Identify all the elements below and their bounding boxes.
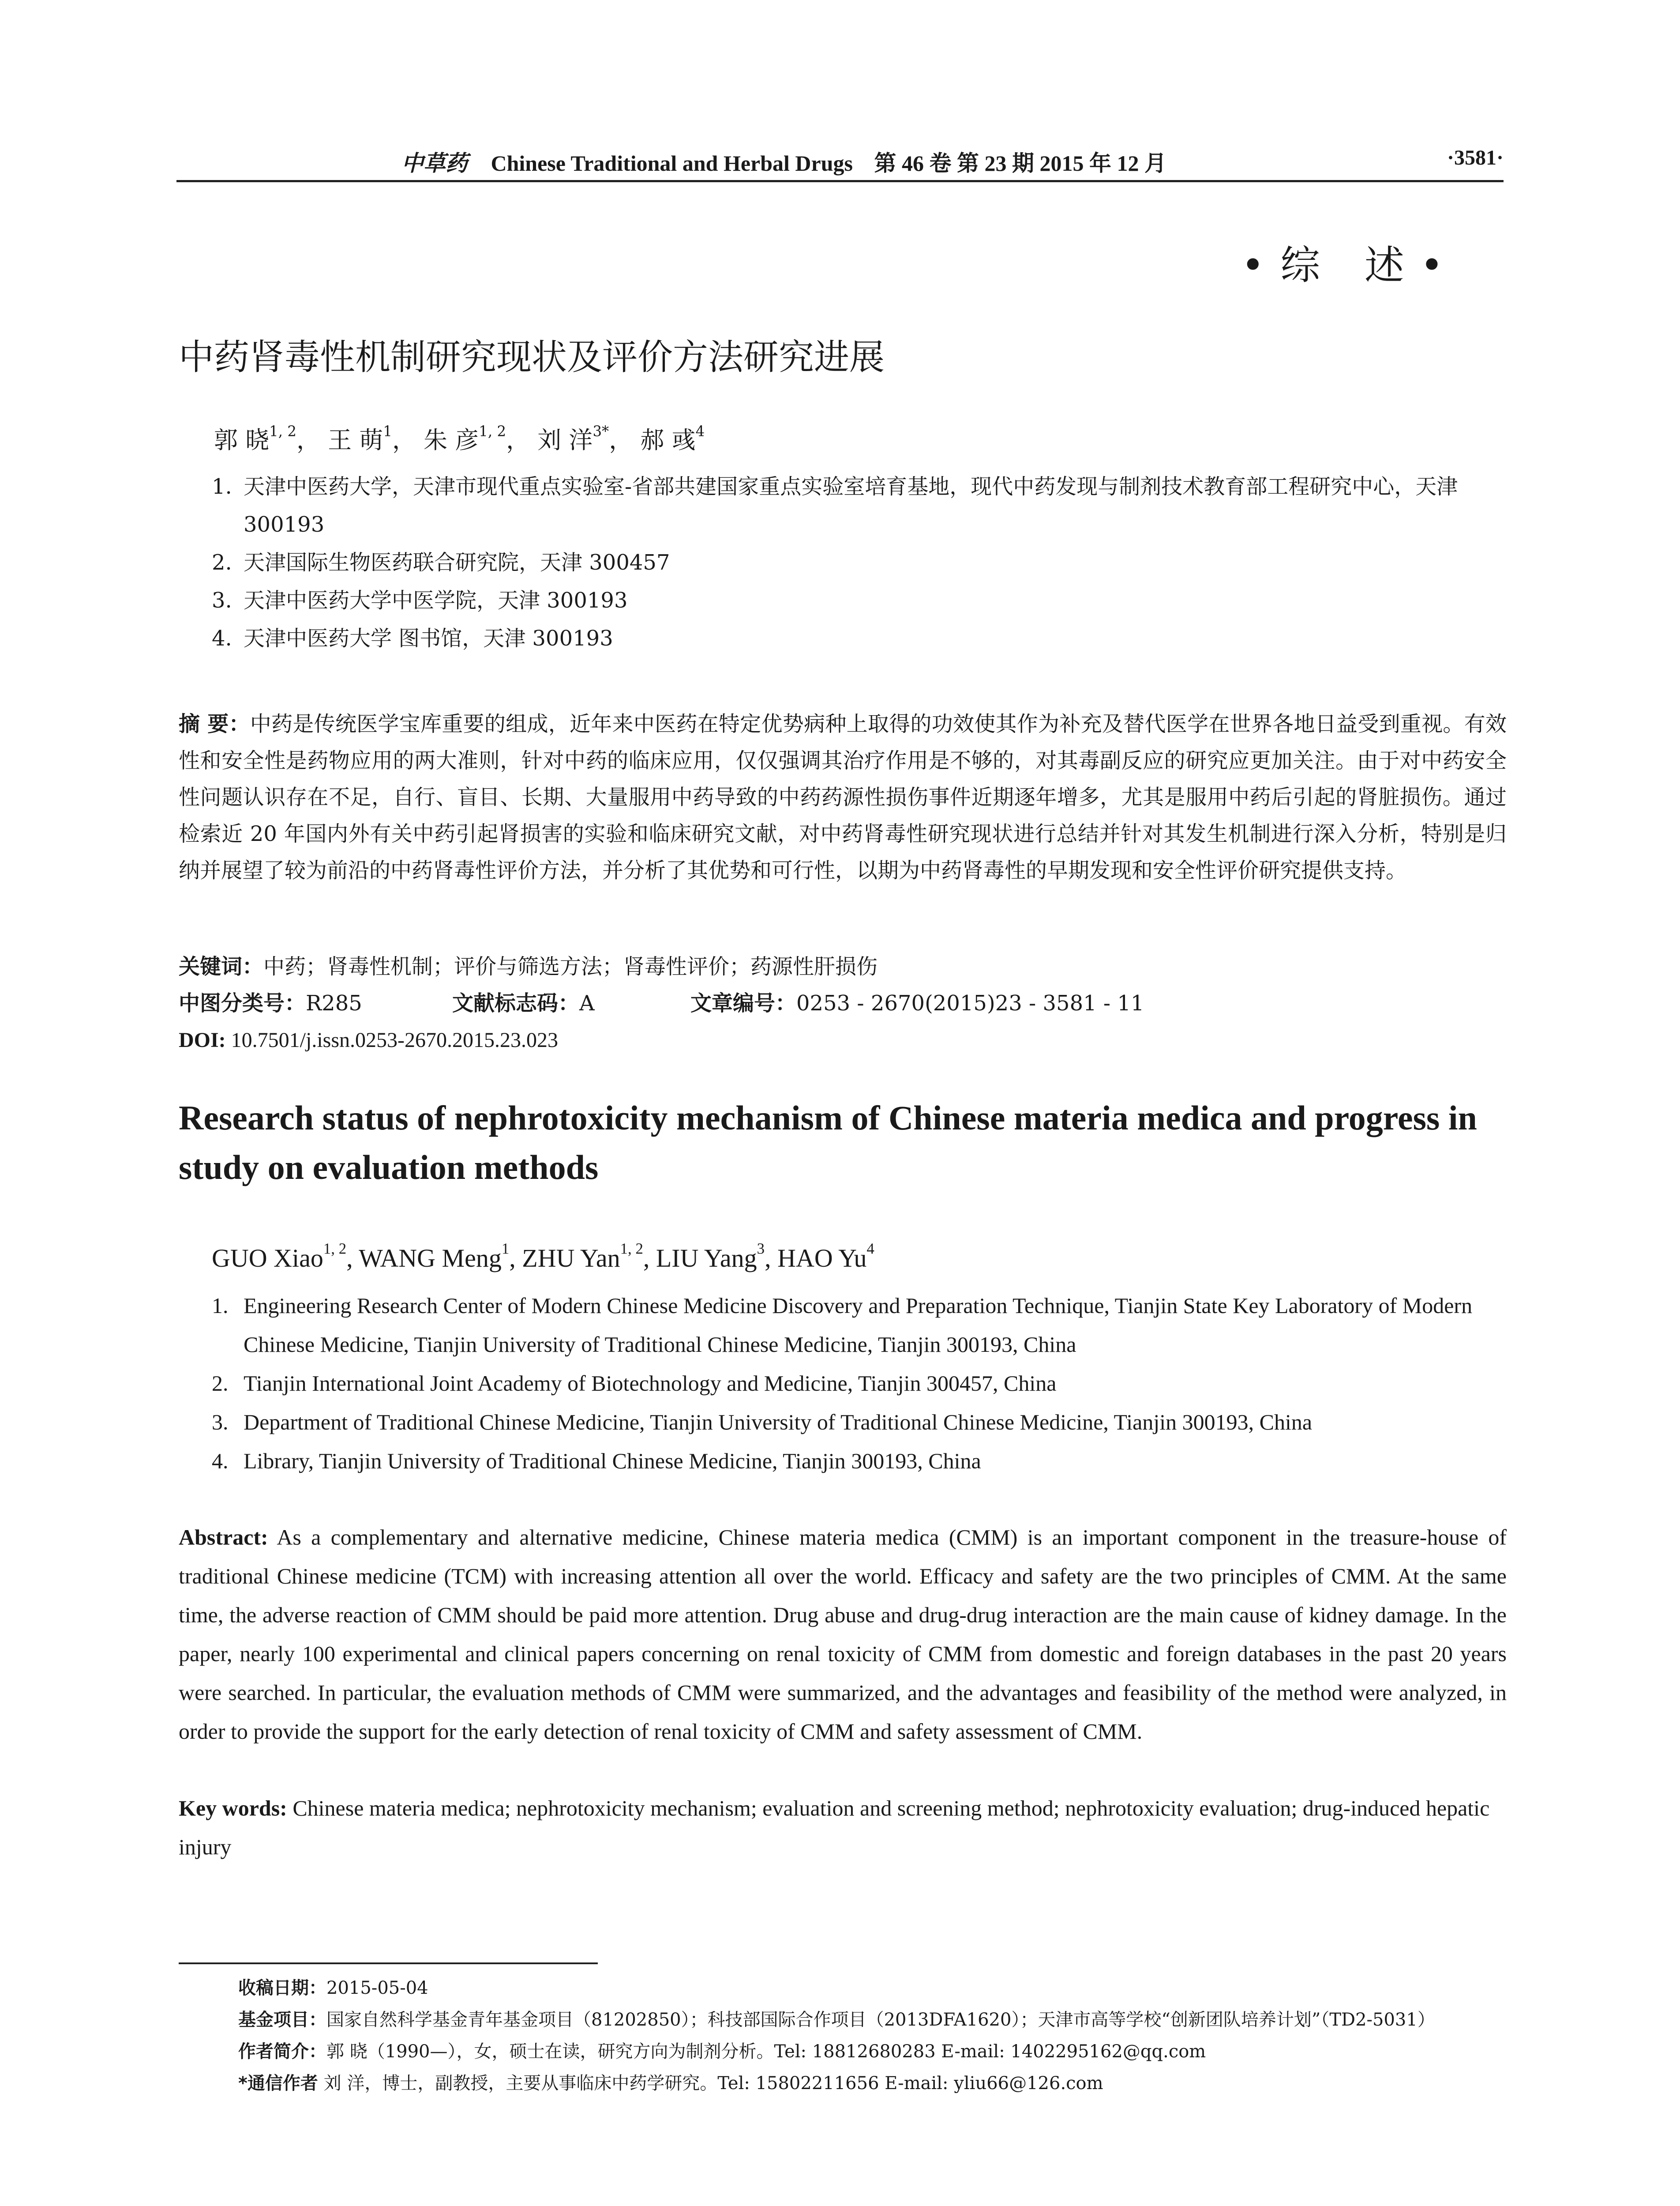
title-cn: 中药肾毒性机制研究现状及评价方法研究进展	[179, 337, 885, 378]
affiliation-item: 1. 天津中医药大学，天津市现代重点实验室-省部共建国家重点实验室培育基地，现代中药发现与制剂技术教育部工程研究中心，天津 300193	[212, 474, 1458, 537]
footnote-corresponding: *通信作者 刘 洋，博士，副教授，主要从事临床中药学研究。Tel: 15802211656 E-mail: yliu66@126.com	[238, 2073, 1103, 2093]
affiliation-item: 3. Department of Traditional Chinese Medicine, Tianjin University of Traditional Chinese Medicine, Tianjin 300193, China	[212, 1410, 1312, 1434]
author-en: WANG Meng$^1$,	[359, 1240, 522, 1272]
title-en: Research status of nephrotoxicity mechanism of Chinese materia medica and progress in study on evaluation methods	[179, 1099, 1477, 1186]
author-cn: 刘 洋$^{3*}$，	[537, 423, 641, 454]
author-en: LIU Yang$^3$,	[656, 1240, 778, 1272]
author-cn: 王 萌$^1$，	[328, 423, 424, 454]
keywords-en	[179, 1789, 1507, 1866]
clc-label: 中图分类号：	[179, 991, 306, 1016]
keywords-cn-text: 中药；肾毒性机制；评价与筛选方法；肾毒性评价；药源性肝损伤	[263, 954, 878, 979]
section-tag: •综 述•	[1241, 242, 1459, 289]
footnote-received: 收稿日期：2015-05-04	[238, 1978, 428, 1998]
journal-name-en: Chinese Traditional and Herbal Drugs	[491, 151, 853, 176]
keywords-en-text: Chinese materia medica; nephrotoxicity mechanism; evaluation and screening method; nephrotoxicity evaluation; drug-induced hepatic injury	[179, 1796, 1490, 1859]
keywords-cn	[179, 949, 1507, 985]
affiliation-item: 1. Engineering Research Center of Modern Chinese Medicine Discovery and Preparation Technique, Tianjin State Key Laboratory of Modern Chinese Medicine, Tianjin University of Traditional Chinese Medicine, Tianjin 300193, China	[212, 1293, 1473, 1357]
affiliation-item: 4. 天津中医药大学 图书馆，天津 300193	[212, 626, 613, 651]
abstract-en-text: As a complementary and alternative medicine, Chinese materia medica (CMM) is an important component in the treasure-house of traditional Chinese medicine (TCM) with increasing attention all over the world. Efficacy and safety are the two principles of CMM. At the same time, the adverse reaction of CMM should be paid more attention. Drug abuse and drug-drug interaction are the main cause of kidney damage. In the paper, nearly 100 experimental and clinical papers concerning on renal toxicity of CMM from domestic and foreign databases in the past 20 years were searched. In particular, the evaluation methods of CMM were summarized, and the advantages and feasibility of the method were analyzed, in order to provide the support for the early detection of renal toxicity of CMM and safety assessment of CMM.	[179, 1525, 1507, 1744]
abstract-en	[179, 1518, 1507, 1751]
doc-code-value: A	[579, 991, 595, 1016]
header-journal	[401, 146, 1166, 177]
author-en: ZHU Yan$^{1, 2}$,	[522, 1240, 656, 1272]
classification-line	[179, 985, 1144, 1022]
keywords-cn-label: 关键词：	[179, 954, 264, 979]
doi-line	[179, 1022, 558, 1058]
author-cn: 朱 彦$^{1, 2}$，	[424, 423, 538, 454]
doi-label: DOI:	[179, 1028, 226, 1052]
affiliations-en	[212, 1286, 1513, 1480]
footnote-rule	[179, 1962, 598, 1964]
abstract-cn-label: 摘 要：	[179, 712, 250, 736]
doi-value[interactable]: 10.7501/j.issn.0253-2670.2015.23.023	[231, 1028, 559, 1052]
doc-code-label: 文献标志码：	[452, 991, 580, 1016]
authors-cn	[214, 421, 705, 455]
footnote-author: 作者简介：郭 晓（1990—），女，硕士在读，研究方向为制剂分析。Tel: 18812680283 E-mail: 1402295162@qq.com	[238, 2041, 1206, 2062]
footnotes	[238, 1972, 1518, 2099]
affiliation-item: 4. Library, Tianjin University of Traditional Chinese Medicine, Tianjin 300193, China	[212, 1448, 981, 1473]
author-en: HAO Yu$^4$	[777, 1240, 874, 1272]
abstract-en-label: Abstract:	[179, 1525, 268, 1549]
keywords-en-label: Key words:	[179, 1796, 287, 1820]
journal-issue: 第 46 卷 第 23 期 2015 年 12 月	[874, 151, 1166, 176]
affiliation-item: 2. Tianjin International Joint Academy of Biotechnology and Medicine, Tianjin 300457, China	[212, 1371, 1057, 1396]
journal-name-cn: 中草药	[401, 150, 468, 176]
affiliations-cn	[212, 468, 1513, 657]
article-no-value: 0253 - 2670(2015)23 - 3581 - 11	[796, 991, 1144, 1016]
clc-value: R285	[306, 991, 362, 1016]
affiliation-item: 2. 天津国际生物医药联合研究院，天津 300457	[212, 550, 670, 575]
authors-en	[212, 1240, 874, 1273]
page-number: ·3581·	[1447, 146, 1504, 169]
author-cn: 郝 彧$^4$	[640, 423, 705, 454]
footnote-fund: 基金项目：国家自然科学基金青年基金项目（81202850）；科技部国际合作项目（2013DFA1620）；天津市高等学校“创新团队培养计划”（TD2-5031）	[238, 2010, 1435, 2030]
affiliation-item: 3. 天津中医药大学中医学院，天津 300193	[212, 588, 628, 613]
abstract-cn-text: 中药是传统医学宝库重要的组成，近年来中医药在特定优势病种上取得的功效使其作为补充及替代医学在世界各地日益受到重视。有效性和安全性是药物应用的两大准则，针对中药的临床应用，仅仅强调其治疗作用是不够的，对其毒副反应的研究应更加关注。由于对中药安全性问题认识存在不足，自行、盲目、长期、大量服用中药导致的中药药源性损伤事件近期逐年增多，尤其是服用中药后引起的肾脏损伤。通过检索近 20 年国内外有关中药引起肾损害的实验和临床研究文献，对中药肾毒性研究现状进行总结并针对其发生机制进行深入分析，特别是归纳并展望了较为前沿的中药肾毒性评价方法，并分析了其优势和可行性，以期为中药肾毒性的早期发现和安全性评价研究提供支持。	[179, 712, 1507, 883]
author-cn: 郭 晓$^{1, 2}$，	[214, 423, 328, 454]
article-no-label: 文章编号：	[690, 991, 797, 1016]
abstract-cn	[179, 706, 1507, 889]
running-header	[176, 140, 1504, 182]
author-en: GUO Xiao$^{1, 2}$,	[212, 1240, 359, 1272]
